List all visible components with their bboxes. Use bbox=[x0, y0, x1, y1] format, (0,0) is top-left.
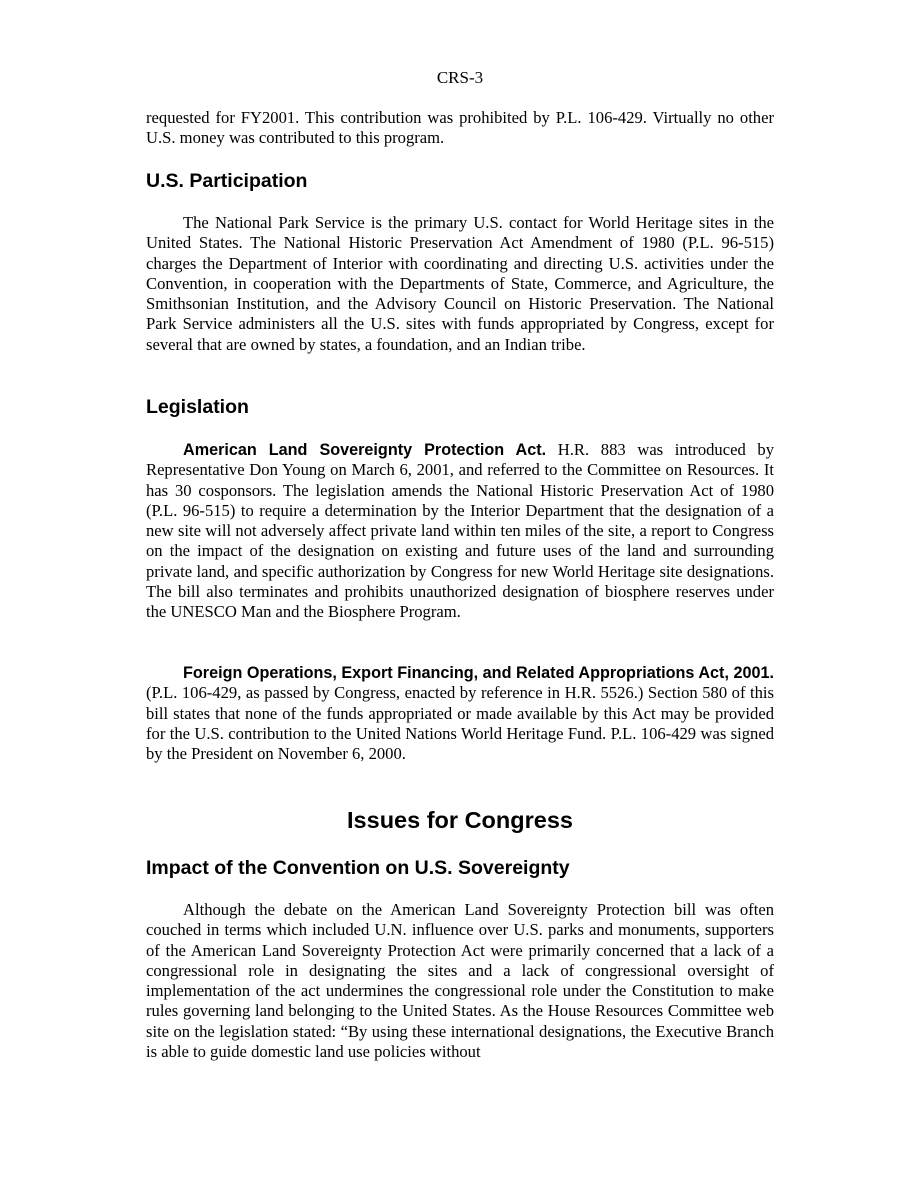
intro-paragraph: requested for FY2001. This contribution was prohibited by P.L. 106-429. Virtually no other U.S. money was contributed to this program. bbox=[146, 108, 774, 148]
us-participation-paragraph: The National Park Service is the primary U.S. contact for World Heritage sites in the United States. The National Historic Preservation Act Amendment of 1980 (P.L. 96-515) charges the Department of Interior with coordinating and directing U.S. activities under the Convention, in cooperation with the Departments of State, Commerce, and Agriculture, the Smithsonian Institution, and the Advisory Council on Historic Preservation. The National Park Service administers all the U.S. sites with funds appropriated by Congress, except for several that are owned by states, a foundation, and an Indian tribe. bbox=[146, 213, 774, 354]
section-heading-legislation: Legislation bbox=[146, 396, 249, 418]
legislation-item-2-text: (P.L. 106-429, as passed by Congress, enacted by reference in H.R. 5526.) Section 580 of this bill states that none of the funds appropriated or made available by this Act may be provided for the U.S. contribution to the United Nations World Heritage Fund. P.L. 106-429 was signed by the President on November 6, 2000. bbox=[146, 683, 774, 764]
page-header: CRS-3 bbox=[436, 68, 484, 87]
subsection-heading-sovereignty: Impact of the Convention on U.S. Sovereignty bbox=[146, 857, 570, 879]
legislation-item-1-text: H.R. 883 was introduced by Representative Don Young on March 6, 2001, and referred to the Committee on Resources. It has 30 cosponsors. The legislation amends the National Historic Preservation Act of 1980 (P.L. 96-515) to require a determination by the Interior Department that the designation of a new site will not adversely affect private land within ten miles of the site, a report to Congress on the impact of the designation on existing and future uses of the land and surrounding private land, and specific authorization by Congress for new World Heritage site designations. The bill also terminates and prohibits unauthorized designation of biosphere reserves under the UNESCO Man and the Biosphere Program. bbox=[146, 440, 774, 622]
sovereignty-paragraph: Although the debate on the American Land Sovereignty Protection bill was often couched in terms which included U.N. influence over U.S. parks and monuments, supporters of the American Land Sovereignty Protection Act were primarily concerned that a lack of a congressional role in designating the sites and a lack of congressional oversight of implementation of the act undermines the congressional role under the Constitution to make rules governing land belonging to the United States. As the House Resources Committee web site on the legislation stated: “By using these international designations, the Executive Branch is able to guide domestic land use policies without bbox=[146, 900, 774, 1062]
section-heading-us-participation: U.S. Participation bbox=[146, 170, 308, 192]
legislation-item-1-title: American Land Sovereignty Protection Act. bbox=[183, 441, 547, 459]
section-heading-issues-for-congress: Issues for Congress bbox=[347, 807, 573, 833]
legislation-item-1 bbox=[146, 440, 774, 623]
legislation-item-2 bbox=[146, 663, 774, 764]
legislation-item-2-title: Foreign Operations, Export Financing, and Related Appropriations Act, 2001. bbox=[183, 664, 774, 682]
